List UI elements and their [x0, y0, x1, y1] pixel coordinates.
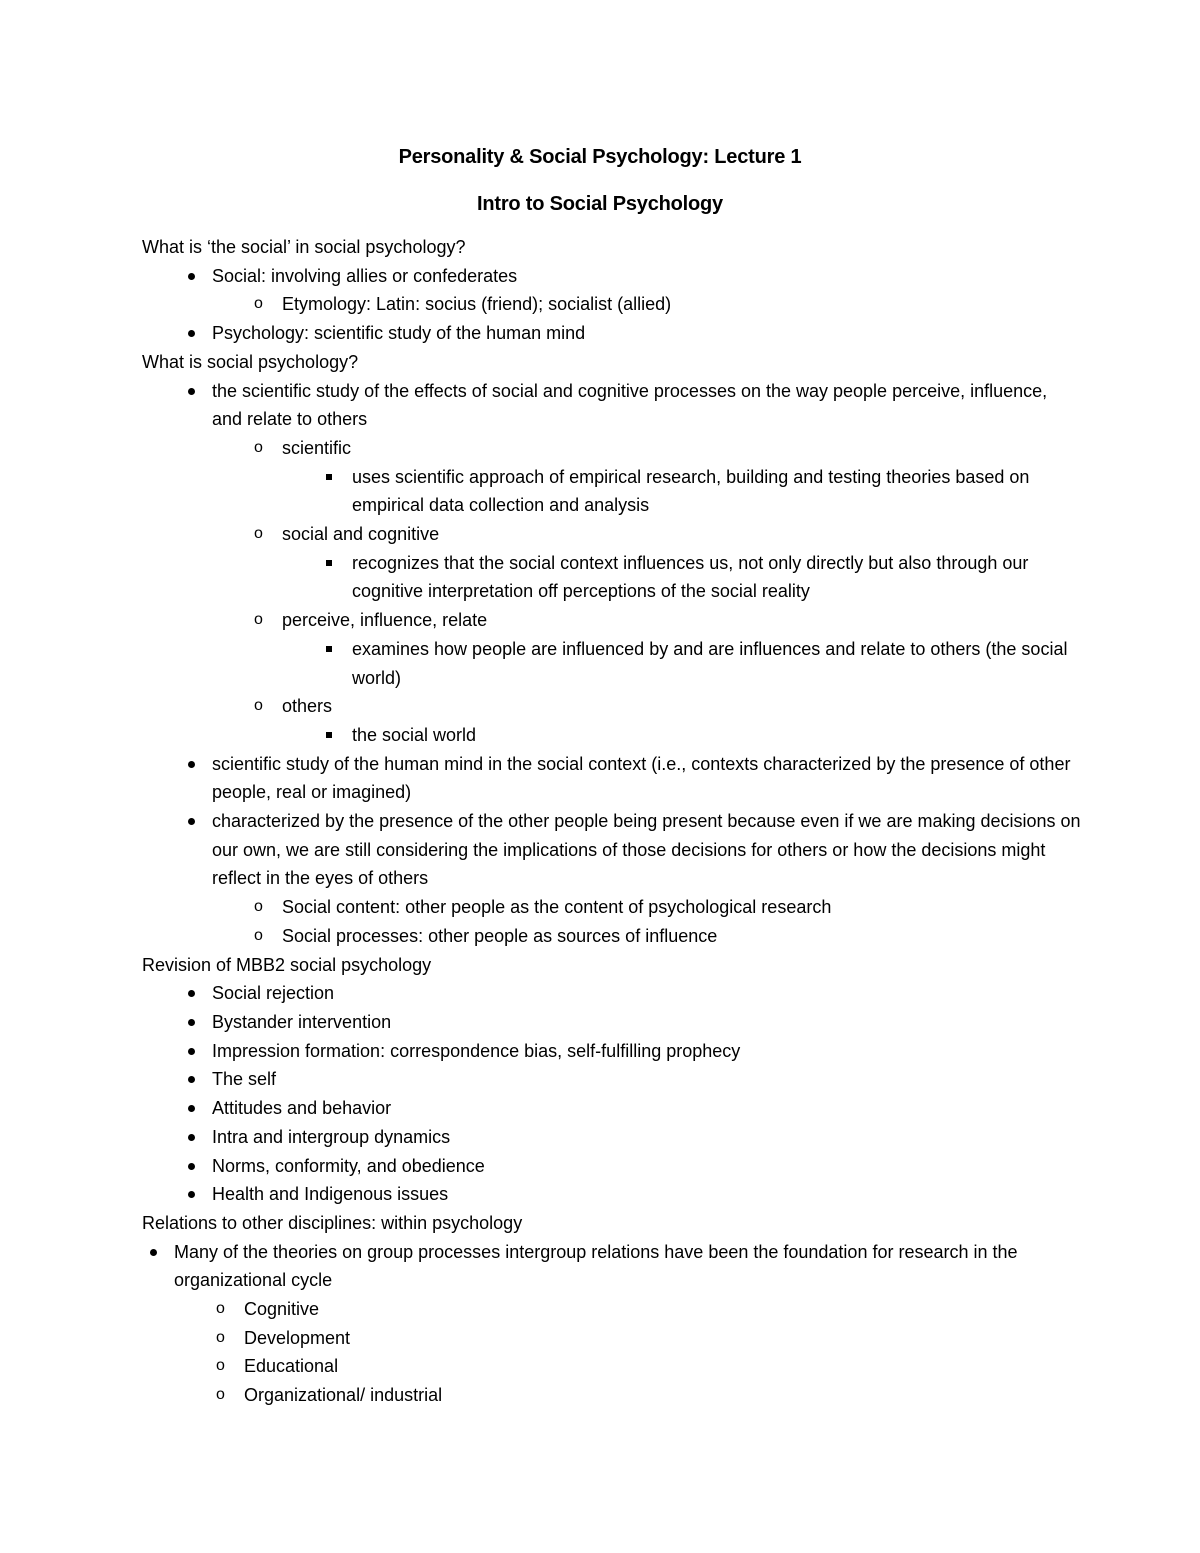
circle-marker-icon — [212, 1295, 244, 1324]
line-text: scientific study of the human mind in the social context (i.e., contexts characterized by the presence of other people, real or imagined) — [212, 753, 1071, 803]
document-subtitle: Intro to Social Psychology — [477, 193, 723, 215]
line-text: Norms, conformity, and obedience — [212, 1155, 485, 1176]
line-text: Social processes: other people as sources of influence — [282, 925, 718, 946]
line-text: Health and Indigenous issues — [212, 1184, 449, 1205]
line-text: Impression formation: correspondence bias, self-fulfilling prophecy — [212, 1040, 741, 1061]
square-marker-icon — [320, 635, 352, 664]
line-text: uses scientific approach of empirical research, building and testing theories based on empirical data collection and analysis — [352, 466, 1030, 516]
line-text: Organizational/ industrial — [244, 1385, 443, 1406]
line-text: Many of the theories on group processes intergroup relations have been the foundation for research in the organizational cycle — [174, 1241, 1018, 1291]
list-item — [142, 1324, 1082, 1353]
bullet-marker-icon — [180, 1180, 212, 1209]
bullet-marker-icon — [180, 750, 212, 779]
list-item — [142, 290, 1082, 319]
line-text: the scientific study of the effects of social and cognitive processes on the way people perceive, influence, and relate to others — [212, 380, 1048, 430]
line-text: Cognitive — [244, 1299, 320, 1320]
line-text: The self — [212, 1069, 277, 1090]
line-text: Psychology: scientific study of the human mind — [212, 323, 586, 344]
square-marker-icon — [320, 463, 352, 492]
list-item — [142, 1008, 1082, 1037]
line-text: Attitudes and behavior — [212, 1098, 392, 1119]
list-item — [142, 1381, 1082, 1410]
line-text: Relations to other disciplines: within psychology — [142, 1212, 523, 1233]
line-text: social and cognitive — [282, 524, 440, 545]
circle-marker-icon — [212, 1352, 244, 1381]
list-item — [142, 1238, 1082, 1295]
list-item — [142, 922, 1082, 951]
circle-marker-icon — [250, 922, 282, 951]
list-item — [142, 979, 1082, 1008]
circle-marker-icon — [250, 692, 282, 721]
line-text: Etymology: Latin: socius (friend); socialist (allied) — [282, 294, 672, 315]
bullet-marker-icon — [180, 1094, 212, 1123]
bullet-marker-icon — [180, 1037, 212, 1066]
section-heading — [142, 348, 1082, 377]
bullet-marker-icon — [180, 319, 212, 348]
line-text: Educational — [244, 1356, 339, 1377]
bullet-marker-icon — [180, 1065, 212, 1094]
document-body — [142, 233, 1082, 1410]
line-text: Development — [244, 1327, 351, 1348]
list-item — [142, 520, 1082, 549]
list-item — [142, 549, 1082, 606]
list-item — [142, 893, 1082, 922]
bullet-marker-icon — [180, 979, 212, 1008]
bullet-marker-icon — [180, 807, 212, 836]
section-heading — [142, 233, 1082, 262]
list-item — [142, 319, 1082, 348]
circle-marker-icon — [250, 520, 282, 549]
line-text: Intra and intergroup dynamics — [212, 1126, 451, 1147]
line-text: perceive, influence, relate — [282, 610, 488, 631]
bullet-marker-icon — [180, 262, 212, 291]
circle-marker-icon — [250, 434, 282, 463]
list-item — [142, 807, 1082, 893]
line-text: examines how people are influenced by and are influences and relate to others (the social world) — [352, 638, 1068, 688]
list-item — [142, 1123, 1082, 1152]
line-text: Social content: other people as the content of psychological research — [282, 897, 832, 918]
list-item — [142, 434, 1082, 463]
circle-marker-icon — [250, 290, 282, 319]
list-item — [142, 692, 1082, 721]
list-item — [142, 721, 1082, 750]
circle-marker-icon — [250, 893, 282, 922]
line-text: scientific — [282, 437, 352, 458]
section-heading — [142, 1209, 1082, 1238]
list-item — [142, 377, 1082, 434]
line-text: characterized by the presence of the other people being present because even if we are making decisions on our own, we are still considering the implications of those decisions for others or how the decisions might reflect in the eyes of others — [212, 811, 1081, 889]
list-item — [142, 1180, 1082, 1209]
list-item — [142, 635, 1082, 692]
list-item — [142, 606, 1082, 635]
line-text: others — [282, 696, 333, 717]
list-item — [142, 1065, 1082, 1094]
line-text: the social world — [352, 724, 477, 745]
list-item — [142, 750, 1082, 807]
line-text: Social: involving allies or confederates — [212, 265, 518, 286]
list-item — [142, 1094, 1082, 1123]
list-item — [142, 262, 1082, 291]
list-item — [142, 1295, 1082, 1324]
bullet-marker-icon — [180, 1008, 212, 1037]
list-item — [142, 1352, 1082, 1381]
list-item — [142, 1037, 1082, 1066]
line-text: Social rejection — [212, 983, 335, 1004]
line-text: What is ‘the social’ in social psychology? — [142, 237, 466, 257]
document-title: Personality & Social Psychology: Lecture 1 — [398, 146, 802, 168]
square-marker-icon — [320, 549, 352, 578]
line-text: Revision of MBB2 social psychology — [142, 954, 432, 975]
bullet-marker-icon — [142, 1238, 174, 1267]
bullet-marker-icon — [180, 1123, 212, 1152]
circle-marker-icon — [212, 1381, 244, 1410]
bullet-marker-icon — [180, 377, 212, 406]
circle-marker-icon — [212, 1324, 244, 1353]
list-item — [142, 1152, 1082, 1181]
list-item — [142, 463, 1082, 520]
square-marker-icon — [320, 721, 352, 750]
line-text: Bystander intervention — [212, 1011, 392, 1032]
bullet-marker-icon — [180, 1152, 212, 1181]
section-heading — [142, 951, 1082, 980]
line-text: recognizes that the social context influences us, not only directly but also through our cognitive interpretation off perceptions of the social reality — [352, 552, 1029, 602]
circle-marker-icon — [250, 606, 282, 635]
line-text: What is social psychology? — [142, 351, 359, 372]
